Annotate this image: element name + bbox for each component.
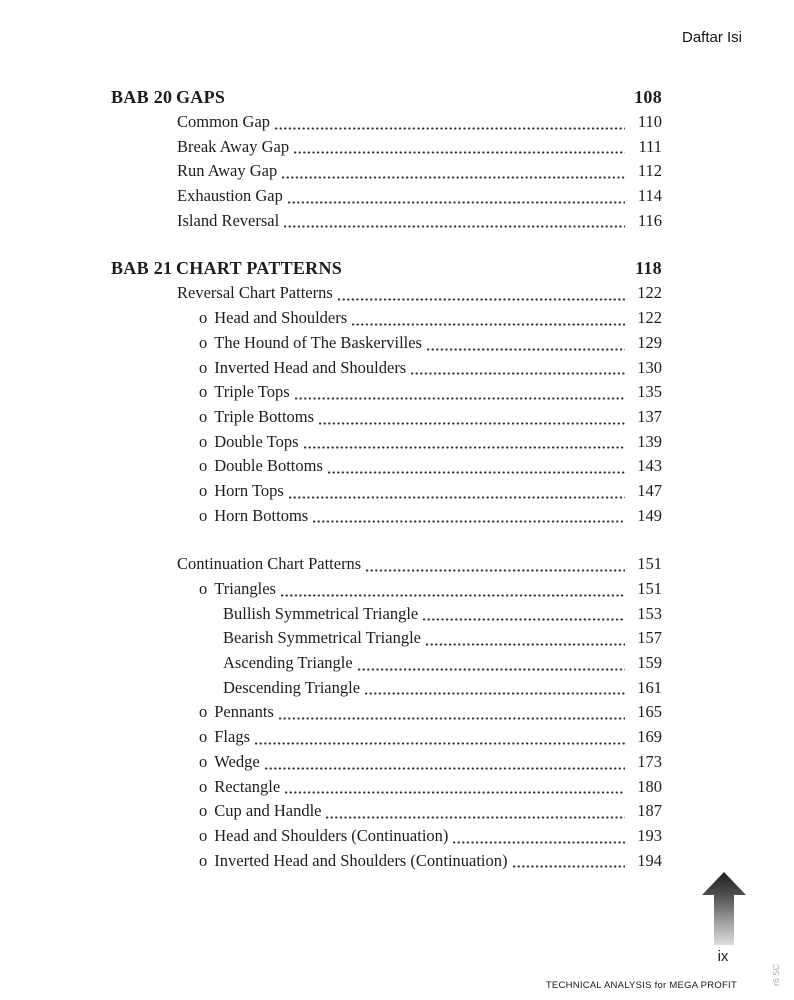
entry-page-number: 187 (637, 801, 662, 821)
toc-entry-row (111, 676, 662, 701)
toc-entry-row (111, 454, 662, 479)
entry-label: Head and Shoulders (214, 308, 348, 328)
entry-bullet-icon: o (199, 357, 208, 377)
entry-page-number: 193 (637, 825, 662, 845)
entry-page-number: 147 (637, 480, 662, 500)
entry-label: Reversal Chart Patterns (177, 283, 333, 303)
entry-page-number: 180 (637, 776, 662, 796)
dot-leader (423, 618, 625, 621)
toc-entry-row (111, 799, 662, 824)
entry-label: Horn Tops (214, 480, 284, 500)
entry-page-number: 111 (638, 136, 662, 156)
dot-leader (365, 692, 625, 695)
chapter-page-number: 118 (635, 258, 662, 279)
entry-page-number: 129 (637, 332, 662, 352)
dot-leader (294, 151, 625, 154)
toc-entry-row (111, 281, 662, 306)
entry-label: Pennants (214, 702, 274, 722)
entry-bullet-icon: o (199, 776, 208, 796)
chapter-label: BAB 21 (111, 258, 173, 279)
entry-page-number: 110 (637, 112, 662, 131)
entry-page-number: 151 (637, 579, 662, 598)
toc-entry-row (111, 750, 662, 775)
entry-bullet-icon: o (199, 702, 208, 722)
entry-label: Bearish Symmetrical Triangle (223, 628, 421, 648)
dot-leader (313, 520, 625, 523)
entry-label: Common Gap (177, 112, 271, 131)
entry-label: Break Away Gap (177, 136, 290, 156)
footer-title: TECHNICAL ANALYSIS for MEGA PROFIT (545, 980, 737, 991)
toc-entry-row (111, 824, 662, 849)
entry-page-number: 143 (637, 456, 662, 476)
dot-leader (279, 717, 625, 720)
entry-label: Head and Shoulders (Continuation) (214, 825, 449, 845)
dot-leader (288, 201, 625, 204)
entry-bullet-icon: o (199, 727, 208, 747)
dot-leader (358, 668, 625, 671)
toc-section (111, 255, 662, 873)
entry-label: Descending Triangle (223, 677, 361, 697)
side-watermark: r6 SC (771, 964, 781, 986)
entry-bullet-icon: o (199, 850, 208, 870)
entry-page-number: 137 (637, 406, 662, 426)
toc-chapter-row (111, 84, 662, 110)
toc-entry-row (111, 552, 662, 577)
entry-page-number: 173 (637, 751, 662, 771)
toc-entry-row (111, 405, 662, 430)
entry-label: Cup and Handle (214, 801, 322, 821)
toc-entry-row (111, 626, 662, 651)
entry-label: Double Bottoms (214, 456, 323, 476)
entry-bullet-icon: o (199, 579, 208, 598)
up-arrow-icon (701, 871, 747, 945)
entry-label: Run Away Gap (177, 161, 278, 181)
entry-page-number: 114 (637, 186, 662, 206)
entry-page-number: 130 (637, 357, 662, 377)
toc-entry-row (111, 356, 662, 381)
entry-page-number: 122 (637, 308, 662, 328)
dot-leader (289, 496, 625, 499)
dot-leader (453, 841, 625, 844)
entry-bullet-icon: o (199, 801, 208, 821)
toc-section (111, 84, 662, 233)
toc-entry-row (111, 651, 662, 676)
entry-label: Horn Bottoms (214, 505, 309, 525)
entry-bullet-icon: o (199, 456, 208, 476)
dot-leader (295, 397, 625, 400)
entry-page-number: 161 (637, 677, 662, 697)
dot-leader (282, 176, 625, 179)
entry-bullet-icon: o (199, 480, 208, 500)
page-header-label: Daftar Isi (681, 29, 742, 46)
entry-bullet-icon: o (199, 332, 208, 352)
entry-bullet-icon: o (199, 431, 208, 451)
entry-label: Double Tops (214, 431, 299, 451)
dot-leader (338, 298, 625, 301)
chapter-label: BAB 20 (111, 87, 173, 107)
table-of-contents (111, 84, 662, 873)
toc-entry-row (111, 380, 662, 405)
entry-page-number: 153 (637, 603, 662, 623)
entry-page-number: 122 (637, 283, 662, 303)
entry-label: Bullish Symmetrical Triangle (223, 603, 419, 623)
toc-entry-row (111, 306, 662, 331)
dot-leader (284, 225, 625, 228)
entry-page-number: 116 (637, 210, 662, 230)
dot-leader (265, 767, 625, 770)
entry-page-number: 112 (637, 161, 662, 181)
entry-page-number: 194 (637, 850, 662, 870)
entry-label: The Hound of The Baskervilles (214, 332, 422, 352)
dot-leader (366, 569, 625, 572)
chapter-title: GAPS (176, 87, 226, 107)
toc-entry-row (111, 135, 662, 160)
entry-bullet-icon: o (199, 308, 208, 328)
entry-page-number: 157 (637, 628, 662, 648)
chapter-title: CHART PATTERNS (176, 258, 343, 279)
entry-bullet-icon: o (199, 505, 208, 525)
entry-label: Triple Tops (214, 382, 290, 402)
dot-leader (319, 422, 625, 425)
entry-label: Wedge (214, 751, 260, 771)
entry-label: Island Reversal (177, 210, 280, 230)
entry-page-number: 169 (637, 727, 662, 747)
dot-leader (352, 323, 625, 326)
entry-page-number: 151 (637, 554, 662, 574)
entry-page-number: 149 (637, 505, 662, 525)
dot-leader (275, 127, 625, 130)
entry-page-number: 135 (637, 382, 662, 402)
toc-entry-row (111, 700, 662, 725)
toc-entry-row (111, 602, 662, 627)
toc-entry-row (111, 331, 662, 356)
toc-entry-row (111, 725, 662, 750)
dot-leader (427, 348, 625, 351)
entry-label: Inverted Head and Shoulders (214, 357, 407, 377)
dot-leader (281, 594, 625, 597)
dot-leader (513, 865, 625, 868)
toc-entry-row (111, 159, 662, 184)
entry-bullet-icon: o (199, 751, 208, 771)
toc-entry-row (111, 430, 662, 455)
entry-label: Flags (214, 727, 251, 747)
dot-leader (426, 643, 625, 646)
toc-entry-row (111, 110, 662, 135)
entry-bullet-icon: o (199, 382, 208, 402)
entry-page-number: 139 (637, 431, 662, 451)
chapter-page-number: 108 (634, 87, 662, 107)
toc-entry-row (111, 184, 662, 209)
toc-entry-row (111, 577, 662, 602)
entry-label: Exhaustion Gap (177, 186, 283, 206)
entry-label: Continuation Chart Patterns (177, 554, 362, 574)
entry-bullet-icon: o (199, 825, 208, 845)
entry-page-number: 159 (637, 653, 662, 673)
toc-entry-row (111, 775, 662, 800)
toc-entry-row (111, 209, 662, 234)
page-number: ix (717, 948, 729, 965)
toc-entry-row (111, 504, 662, 529)
entry-label: Rectangle (214, 776, 281, 796)
entry-page-number: 165 (637, 702, 662, 722)
toc-entry-row (111, 479, 662, 504)
entry-bullet-icon: o (199, 406, 208, 426)
entry-label: Triangles (214, 579, 276, 598)
entry-label: Inverted Head and Shoulders (Continuation) (214, 850, 508, 870)
dot-leader (328, 471, 625, 474)
dot-leader (326, 816, 625, 819)
dot-leader (255, 742, 625, 745)
dot-leader (285, 791, 625, 794)
entry-label: Triple Bottoms (214, 406, 315, 426)
dot-leader (304, 446, 626, 449)
toc-entry-row (111, 849, 662, 874)
dot-leader (411, 372, 625, 375)
entry-label: Ascending Triangle (223, 653, 353, 673)
toc-chapter-row (111, 255, 662, 281)
